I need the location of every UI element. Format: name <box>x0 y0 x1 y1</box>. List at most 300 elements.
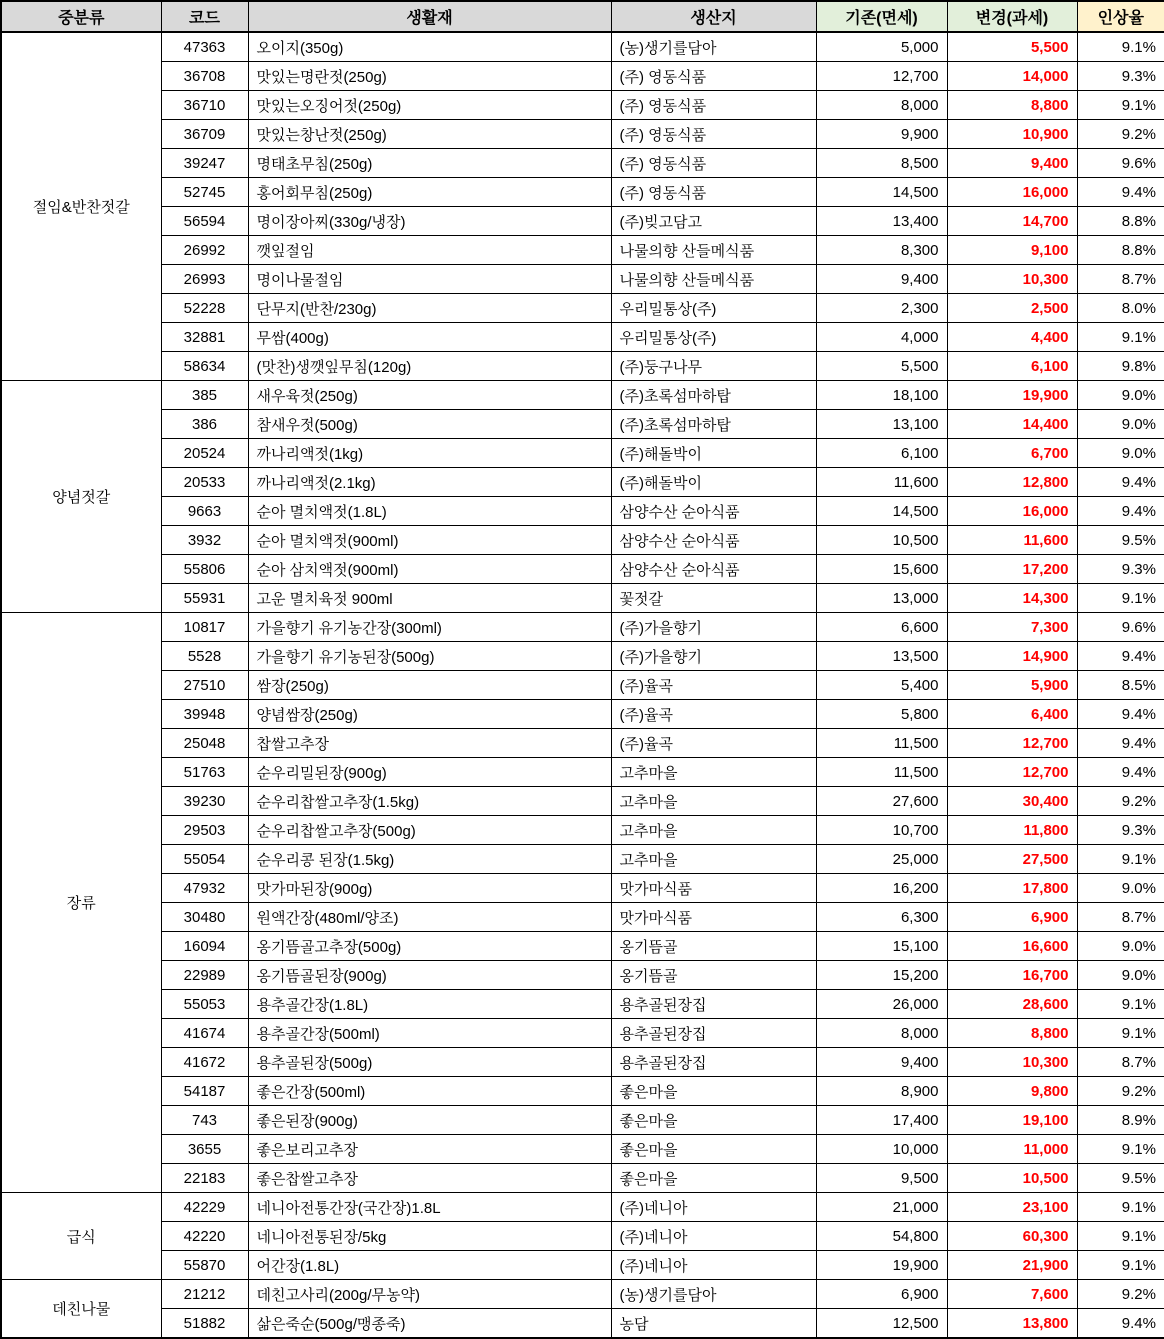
cell-new-price[interactable]: 10,900 <box>947 120 1077 149</box>
cell-old-price[interactable]: 8,300 <box>816 236 947 265</box>
cell-producer[interactable]: (농)생기를담아 <box>611 32 816 62</box>
cell-code[interactable]: 9663 <box>161 497 248 526</box>
cell-product[interactable]: 새우육젓(250g) <box>248 381 611 410</box>
cell-new-price[interactable]: 6,900 <box>947 903 1077 932</box>
cell-product[interactable]: 용추골된장(500g) <box>248 1048 611 1077</box>
cell-new-price[interactable]: 16,000 <box>947 497 1077 526</box>
cell-new-price[interactable]: 23,100 <box>947 1193 1077 1222</box>
header-old-price[interactable]: 기존(면세) <box>816 1 947 32</box>
cell-new-price[interactable]: 5,500 <box>947 32 1077 62</box>
cell-old-price[interactable]: 2,300 <box>816 294 947 323</box>
cell-new-price[interactable]: 6,400 <box>947 700 1077 729</box>
cell-code[interactable]: 30480 <box>161 903 248 932</box>
cell-code[interactable]: 3655 <box>161 1135 248 1164</box>
cell-product[interactable]: 맛가마된장(900g) <box>248 874 611 903</box>
cell-code[interactable]: 52228 <box>161 294 248 323</box>
cell-new-price[interactable]: 7,300 <box>947 613 1077 642</box>
cell-producer[interactable]: 고추마을 <box>611 758 816 787</box>
cell-product[interactable]: 깻잎절임 <box>248 236 611 265</box>
cell-producer[interactable]: 나물의향 산들메식품 <box>611 236 816 265</box>
cell-code[interactable]: 42220 <box>161 1222 248 1251</box>
cell-old-price[interactable]: 8,500 <box>816 149 947 178</box>
cell-new-price[interactable]: 16,000 <box>947 178 1077 207</box>
cell-producer[interactable]: (농)생기를담아 <box>611 1280 816 1309</box>
cell-rate[interactable]: 8.7% <box>1077 265 1164 294</box>
cell-producer[interactable]: 삼양수산 순아식품 <box>611 555 816 584</box>
cell-producer[interactable]: (주)해돌박이 <box>611 468 816 497</box>
cell-old-price[interactable]: 5,400 <box>816 671 947 700</box>
cell-rate[interactable]: 9.4% <box>1077 642 1164 671</box>
cell-code[interactable]: 36709 <box>161 120 248 149</box>
table-row <box>1 613 1164 642</box>
cell-product[interactable]: 명태초무침(250g) <box>248 149 611 178</box>
cell-old-price[interactable]: 11,500 <box>816 729 947 758</box>
cell-rate[interactable]: 9.3% <box>1077 62 1164 91</box>
cell-code[interactable]: 55053 <box>161 990 248 1019</box>
cell-producer[interactable]: (주)빚고담고 <box>611 207 816 236</box>
cell-code[interactable]: 55806 <box>161 555 248 584</box>
cell-new-price[interactable]: 4,400 <box>947 323 1077 352</box>
table-row <box>1 323 1164 352</box>
cell-old-price[interactable]: 8,000 <box>816 1019 947 1048</box>
cell-code[interactable]: 29503 <box>161 816 248 845</box>
header-product[interactable]: 생활재 <box>248 1 611 32</box>
cell-product[interactable]: 명이나물절임 <box>248 265 611 294</box>
cell-rate[interactable]: 9.4% <box>1077 497 1164 526</box>
cell-new-price[interactable]: 14,900 <box>947 642 1077 671</box>
cell-producer[interactable]: (주)둥구나무 <box>611 352 816 381</box>
cell-category[interactable]: 데친나물 <box>1 1280 161 1339</box>
cell-producer[interactable]: 고추마을 <box>611 787 816 816</box>
cell-new-price[interactable]: 7,600 <box>947 1280 1077 1309</box>
cell-product[interactable]: 무쌈(400g) <box>248 323 611 352</box>
cell-code[interactable]: 39247 <box>161 149 248 178</box>
cell-old-price[interactable]: 10,000 <box>816 1135 947 1164</box>
cell-old-price[interactable]: 6,100 <box>816 439 947 468</box>
cell-product[interactable]: 좋은된장(900g) <box>248 1106 611 1135</box>
cell-old-price[interactable]: 4,000 <box>816 323 947 352</box>
cell-old-price[interactable]: 9,400 <box>816 265 947 294</box>
header-category[interactable]: 중분류 <box>1 1 161 32</box>
cell-product[interactable]: 맛있는창난젓(250g) <box>248 120 611 149</box>
cell-product[interactable]: (맛찬)생깻잎무침(120g) <box>248 352 611 381</box>
cell-rate[interactable]: 9.1% <box>1077 1019 1164 1048</box>
cell-new-price[interactable]: 14,400 <box>947 410 1077 439</box>
cell-new-price[interactable]: 12,800 <box>947 468 1077 497</box>
cell-category[interactable]: 급식 <box>1 1193 161 1280</box>
cell-category[interactable]: 양념젓갈 <box>1 381 161 613</box>
cell-producer[interactable]: (주) 영동식품 <box>611 91 816 120</box>
cell-product[interactable]: 옹기뜸골고추장(500g) <box>248 932 611 961</box>
cell-product[interactable]: 맛있는명란젓(250g) <box>248 62 611 91</box>
cell-new-price[interactable]: 28,600 <box>947 990 1077 1019</box>
cell-code[interactable]: 22183 <box>161 1164 248 1193</box>
cell-product[interactable]: 순우리콩 된장(1.5kg) <box>248 845 611 874</box>
cell-code[interactable]: 39230 <box>161 787 248 816</box>
cell-old-price[interactable]: 19,900 <box>816 1251 947 1280</box>
cell-producer[interactable]: 우리밀통상(주) <box>611 323 816 352</box>
cell-product[interactable]: 양념쌈장(250g) <box>248 700 611 729</box>
cell-rate[interactable]: 8.7% <box>1077 1048 1164 1077</box>
cell-product[interactable]: 데친고사리(200g/무농약) <box>248 1280 611 1309</box>
cell-old-price[interactable]: 10,700 <box>816 816 947 845</box>
cell-producer[interactable]: (주)네니아 <box>611 1222 816 1251</box>
cell-rate[interactable]: 9.0% <box>1077 381 1164 410</box>
cell-product[interactable]: 가을향기 유기농된장(500g) <box>248 642 611 671</box>
cell-producer[interactable]: 용추골된장집 <box>611 990 816 1019</box>
cell-rate[interactable]: 8.7% <box>1077 903 1164 932</box>
cell-rate[interactable]: 9.1% <box>1077 1251 1164 1280</box>
cell-new-price[interactable]: 16,600 <box>947 932 1077 961</box>
cell-new-price[interactable]: 11,600 <box>947 526 1077 555</box>
cell-rate[interactable]: 9.6% <box>1077 613 1164 642</box>
header-code[interactable]: 코드 <box>161 1 248 32</box>
cell-old-price[interactable]: 15,600 <box>816 555 947 584</box>
cell-new-price[interactable]: 19,100 <box>947 1106 1077 1135</box>
cell-producer[interactable]: (주) 영동식품 <box>611 149 816 178</box>
cell-new-price[interactable]: 17,200 <box>947 555 1077 584</box>
cell-producer[interactable]: 농담 <box>611 1309 816 1339</box>
cell-producer[interactable]: 고추마을 <box>611 845 816 874</box>
cell-rate[interactable]: 9.1% <box>1077 32 1164 62</box>
cell-code[interactable]: 10817 <box>161 613 248 642</box>
cell-producer[interactable]: 용추골된장집 <box>611 1048 816 1077</box>
cell-code[interactable]: 52745 <box>161 178 248 207</box>
cell-product[interactable]: 원액간장(480ml/양조) <box>248 903 611 932</box>
cell-code[interactable]: 21212 <box>161 1280 248 1309</box>
cell-code[interactable]: 58634 <box>161 352 248 381</box>
cell-new-price[interactable]: 10,500 <box>947 1164 1077 1193</box>
cell-category[interactable]: 절임&반찬젓갈 <box>1 32 161 381</box>
cell-new-price[interactable]: 2,500 <box>947 294 1077 323</box>
cell-product[interactable]: 까나리액젓(1kg) <box>248 439 611 468</box>
cell-old-price[interactable]: 27,600 <box>816 787 947 816</box>
cell-new-price[interactable]: 30,400 <box>947 787 1077 816</box>
cell-code[interactable]: 22989 <box>161 961 248 990</box>
cell-producer[interactable]: (주)해돌박이 <box>611 439 816 468</box>
cell-new-price[interactable]: 13,800 <box>947 1309 1077 1339</box>
cell-new-price[interactable]: 19,900 <box>947 381 1077 410</box>
cell-code[interactable]: 743 <box>161 1106 248 1135</box>
cell-old-price[interactable]: 13,500 <box>816 642 947 671</box>
cell-new-price[interactable]: 10,300 <box>947 1048 1077 1077</box>
cell-rate[interactable]: 9.4% <box>1077 1309 1164 1339</box>
cell-new-price[interactable]: 8,800 <box>947 1019 1077 1048</box>
cell-old-price[interactable]: 17,400 <box>816 1106 947 1135</box>
table-row <box>1 758 1164 787</box>
cell-new-price[interactable]: 8,800 <box>947 91 1077 120</box>
cell-old-price[interactable]: 9,500 <box>816 1164 947 1193</box>
cell-new-price[interactable]: 11,000 <box>947 1135 1077 1164</box>
cell-producer[interactable]: 우리밀통상(주) <box>611 294 816 323</box>
table-row <box>1 236 1164 265</box>
cell-code[interactable]: 32881 <box>161 323 248 352</box>
cell-code[interactable]: 51763 <box>161 758 248 787</box>
header-new-price[interactable]: 변경(과세) <box>947 1 1077 32</box>
cell-code[interactable]: 55870 <box>161 1251 248 1280</box>
table-row <box>1 352 1164 381</box>
cell-old-price[interactable]: 15,100 <box>816 932 947 961</box>
cell-product[interactable]: 쌈장(250g) <box>248 671 611 700</box>
cell-rate[interactable]: 9.5% <box>1077 1164 1164 1193</box>
header-row <box>1 1 1164 32</box>
cell-old-price[interactable]: 10,500 <box>816 526 947 555</box>
cell-new-price[interactable]: 60,300 <box>947 1222 1077 1251</box>
table-row <box>1 1164 1164 1193</box>
table-row <box>1 671 1164 700</box>
cell-producer[interactable]: (주)가을향기 <box>611 642 816 671</box>
cell-old-price[interactable]: 21,000 <box>816 1193 947 1222</box>
cell-old-price[interactable]: 12,700 <box>816 62 947 91</box>
cell-rate[interactable]: 9.0% <box>1077 932 1164 961</box>
cell-producer[interactable]: 용추골된장집 <box>611 1019 816 1048</box>
cell-producer[interactable]: 좋은마을 <box>611 1106 816 1135</box>
cell-producer[interactable]: (주)율곡 <box>611 729 816 758</box>
cell-rate[interactable]: 9.1% <box>1077 845 1164 874</box>
cell-product[interactable]: 단무지(반찬/230g) <box>248 294 611 323</box>
cell-product[interactable]: 가을향기 유기농간장(300ml) <box>248 613 611 642</box>
cell-product[interactable]: 네니아전통된장/5kg <box>248 1222 611 1251</box>
cell-rate[interactable]: 9.1% <box>1077 584 1164 613</box>
cell-code[interactable]: 26992 <box>161 236 248 265</box>
cell-code[interactable]: 26993 <box>161 265 248 294</box>
cell-product[interactable]: 네니아전통간장(국간장)1.8L <box>248 1193 611 1222</box>
cell-product[interactable]: 맛있는오징어젓(250g) <box>248 91 611 120</box>
cell-code[interactable]: 47932 <box>161 874 248 903</box>
table-row <box>1 62 1164 91</box>
cell-rate[interactable]: 9.1% <box>1077 1193 1164 1222</box>
cell-rate[interactable]: 9.5% <box>1077 526 1164 555</box>
cell-old-price[interactable]: 18,100 <box>816 381 947 410</box>
cell-old-price[interactable]: 13,400 <box>816 207 947 236</box>
cell-old-price[interactable]: 8,900 <box>816 1077 947 1106</box>
cell-producer[interactable]: 좋은마을 <box>611 1164 816 1193</box>
table-row <box>1 961 1164 990</box>
cell-product[interactable]: 순아 멸치액젓(900ml) <box>248 526 611 555</box>
cell-new-price[interactable]: 17,800 <box>947 874 1077 903</box>
cell-product[interactable]: 참새우젓(500g) <box>248 410 611 439</box>
cell-new-price[interactable]: 16,700 <box>947 961 1077 990</box>
cell-code[interactable]: 386 <box>161 410 248 439</box>
cell-code[interactable]: 42229 <box>161 1193 248 1222</box>
cell-producer[interactable]: 나물의향 산들메식품 <box>611 265 816 294</box>
cell-code[interactable]: 25048 <box>161 729 248 758</box>
cell-code[interactable]: 54187 <box>161 1077 248 1106</box>
table-row <box>1 149 1164 178</box>
header-producer[interactable]: 생산지 <box>611 1 816 32</box>
cell-code[interactable]: 36710 <box>161 91 248 120</box>
cell-product[interactable]: 고운 멸치육젓 900ml <box>248 584 611 613</box>
cell-product[interactable]: 찹쌀고추장 <box>248 729 611 758</box>
cell-old-price[interactable]: 5,000 <box>816 32 947 62</box>
cell-product[interactable]: 용추골간장(500ml) <box>248 1019 611 1048</box>
table-row <box>1 700 1164 729</box>
cell-new-price[interactable]: 14,700 <box>947 207 1077 236</box>
cell-code[interactable]: 20533 <box>161 468 248 497</box>
cell-code[interactable]: 47363 <box>161 32 248 62</box>
cell-code[interactable]: 56594 <box>161 207 248 236</box>
cell-old-price[interactable]: 9,400 <box>816 1048 947 1077</box>
cell-producer[interactable]: (주)초록섬마하탑 <box>611 410 816 439</box>
cell-producer[interactable]: (주)네니아 <box>611 1251 816 1280</box>
cell-product[interactable]: 오이지(350g) <box>248 32 611 62</box>
cell-rate[interactable]: 8.8% <box>1077 207 1164 236</box>
cell-code[interactable]: 16094 <box>161 932 248 961</box>
cell-product[interactable]: 순아 삼치액젓(900ml) <box>248 555 611 584</box>
cell-rate[interactable]: 9.0% <box>1077 410 1164 439</box>
cell-old-price[interactable]: 5,800 <box>816 700 947 729</box>
cell-rate[interactable]: 9.0% <box>1077 439 1164 468</box>
cell-old-price[interactable]: 54,800 <box>816 1222 947 1251</box>
cell-code[interactable]: 55931 <box>161 584 248 613</box>
cell-producer[interactable]: 옹기뜸골 <box>611 961 816 990</box>
cell-product[interactable]: 홍어회무침(250g) <box>248 178 611 207</box>
cell-producer[interactable]: 좋은마을 <box>611 1135 816 1164</box>
cell-new-price[interactable]: 9,100 <box>947 236 1077 265</box>
cell-producer[interactable]: 좋은마을 <box>611 1077 816 1106</box>
cell-rate[interactable]: 9.8% <box>1077 352 1164 381</box>
cell-rate[interactable]: 9.4% <box>1077 758 1164 787</box>
cell-producer[interactable]: 맛가마식품 <box>611 903 816 932</box>
cell-code[interactable]: 385 <box>161 381 248 410</box>
cell-rate[interactable]: 8.8% <box>1077 236 1164 265</box>
cell-old-price[interactable]: 25,000 <box>816 845 947 874</box>
table-row <box>1 439 1164 468</box>
cell-producer[interactable]: 옹기뜸골 <box>611 932 816 961</box>
cell-producer[interactable]: 삼양수산 순아식품 <box>611 526 816 555</box>
cell-old-price[interactable]: 12,500 <box>816 1309 947 1339</box>
cell-product[interactable]: 순우리밀된장(900g) <box>248 758 611 787</box>
cell-rate[interactable]: 9.1% <box>1077 1135 1164 1164</box>
cell-new-price[interactable]: 6,700 <box>947 439 1077 468</box>
cell-product[interactable]: 어간장(1.8L) <box>248 1251 611 1280</box>
cell-product[interactable]: 좋은찹쌀고추장 <box>248 1164 611 1193</box>
cell-rate[interactable]: 9.3% <box>1077 816 1164 845</box>
cell-producer[interactable]: (주)네니아 <box>611 1193 816 1222</box>
cell-new-price[interactable]: 10,300 <box>947 265 1077 294</box>
cell-new-price[interactable]: 14,000 <box>947 62 1077 91</box>
cell-old-price[interactable]: 26,000 <box>816 990 947 1019</box>
cell-old-price[interactable]: 8,000 <box>816 91 947 120</box>
cell-rate[interactable]: 9.1% <box>1077 323 1164 352</box>
cell-code[interactable]: 36708 <box>161 62 248 91</box>
cell-rate[interactable]: 9.3% <box>1077 555 1164 584</box>
cell-old-price[interactable]: 11,500 <box>816 758 947 787</box>
cell-category[interactable]: 장류 <box>1 613 161 1193</box>
cell-rate[interactable]: 9.1% <box>1077 990 1164 1019</box>
cell-rate[interactable]: 9.2% <box>1077 1077 1164 1106</box>
cell-new-price[interactable]: 5,900 <box>947 671 1077 700</box>
cell-producer[interactable]: (주) 영동식품 <box>611 120 816 149</box>
cell-rate[interactable]: 8.9% <box>1077 1106 1164 1135</box>
cell-producer[interactable]: (주)율곡 <box>611 700 816 729</box>
cell-producer[interactable]: (주)초록섬마하탑 <box>611 381 816 410</box>
cell-product[interactable]: 옹기뜸골된장(900g) <box>248 961 611 990</box>
table-row <box>1 294 1164 323</box>
cell-product[interactable]: 순아 멸치액젓(1.8L) <box>248 497 611 526</box>
cell-code[interactable]: 3932 <box>161 526 248 555</box>
cell-producer[interactable]: (주) 영동식품 <box>611 62 816 91</box>
cell-rate[interactable]: 9.4% <box>1077 468 1164 497</box>
cell-new-price[interactable]: 11,800 <box>947 816 1077 845</box>
cell-old-price[interactable]: 5,500 <box>816 352 947 381</box>
cell-code[interactable]: 27510 <box>161 671 248 700</box>
cell-new-price[interactable]: 14,300 <box>947 584 1077 613</box>
cell-old-price[interactable]: 11,600 <box>816 468 947 497</box>
cell-old-price[interactable]: 16,200 <box>816 874 947 903</box>
price-table-body <box>1 32 1164 1338</box>
cell-old-price[interactable]: 13,100 <box>816 410 947 439</box>
cell-code[interactable]: 41674 <box>161 1019 248 1048</box>
cell-producer[interactable]: (주)가을향기 <box>611 613 816 642</box>
cell-rate[interactable]: 9.4% <box>1077 700 1164 729</box>
cell-old-price[interactable]: 15,200 <box>816 961 947 990</box>
cell-rate[interactable]: 9.0% <box>1077 874 1164 903</box>
cell-code[interactable]: 20524 <box>161 439 248 468</box>
cell-code[interactable]: 5528 <box>161 642 248 671</box>
cell-product[interactable]: 삶은죽순(500g/맹종죽) <box>248 1309 611 1339</box>
cell-code[interactable]: 51882 <box>161 1309 248 1339</box>
cell-product[interactable]: 좋은보리고추장 <box>248 1135 611 1164</box>
table-row <box>1 120 1164 149</box>
cell-old-price[interactable]: 9,900 <box>816 120 947 149</box>
cell-product[interactable]: 용추골간장(1.8L) <box>248 990 611 1019</box>
cell-rate[interactable]: 9.1% <box>1077 91 1164 120</box>
cell-rate[interactable]: 9.0% <box>1077 961 1164 990</box>
cell-new-price[interactable]: 9,800 <box>947 1077 1077 1106</box>
cell-new-price[interactable]: 12,700 <box>947 758 1077 787</box>
cell-old-price[interactable]: 6,300 <box>816 903 947 932</box>
cell-new-price[interactable]: 9,400 <box>947 149 1077 178</box>
cell-old-price[interactable]: 6,900 <box>816 1280 947 1309</box>
cell-producer[interactable]: 고추마을 <box>611 816 816 845</box>
cell-producer[interactable]: 삼양수산 순아식품 <box>611 497 816 526</box>
cell-rate[interactable]: 9.4% <box>1077 729 1164 758</box>
cell-rate[interactable]: 9.2% <box>1077 120 1164 149</box>
cell-product[interactable]: 까나리액젓(2.1kg) <box>248 468 611 497</box>
cell-rate[interactable]: 9.1% <box>1077 1222 1164 1251</box>
cell-old-price[interactable]: 13,000 <box>816 584 947 613</box>
cell-new-price[interactable]: 27,500 <box>947 845 1077 874</box>
cell-product[interactable]: 명이장아찌(330g/냉장) <box>248 207 611 236</box>
table-row <box>1 381 1164 410</box>
cell-rate[interactable]: 9.2% <box>1077 787 1164 816</box>
cell-product[interactable]: 좋은간장(500ml) <box>248 1077 611 1106</box>
cell-producer[interactable]: 맛가마식품 <box>611 874 816 903</box>
cell-old-price[interactable]: 6,600 <box>816 613 947 642</box>
cell-rate[interactable]: 9.6% <box>1077 149 1164 178</box>
cell-producer[interactable]: (주) 영동식품 <box>611 178 816 207</box>
cell-producer[interactable]: (주)율곡 <box>611 671 816 700</box>
cell-old-price[interactable]: 14,500 <box>816 497 947 526</box>
table-row <box>1 584 1164 613</box>
cell-code[interactable]: 39948 <box>161 700 248 729</box>
cell-new-price[interactable]: 21,900 <box>947 1251 1077 1280</box>
cell-rate[interactable]: 9.4% <box>1077 178 1164 207</box>
cell-product[interactable]: 순우리찹쌀고추장(500g) <box>248 816 611 845</box>
header-rate[interactable]: 인상율 <box>1077 1 1164 32</box>
cell-old-price[interactable]: 14,500 <box>816 178 947 207</box>
cell-new-price[interactable]: 6,100 <box>947 352 1077 381</box>
cell-code[interactable]: 55054 <box>161 845 248 874</box>
cell-rate[interactable]: 8.5% <box>1077 671 1164 700</box>
cell-producer[interactable]: 꽃젓갈 <box>611 584 816 613</box>
cell-new-price[interactable]: 12,700 <box>947 729 1077 758</box>
cell-code[interactable]: 41672 <box>161 1048 248 1077</box>
cell-rate[interactable]: 9.2% <box>1077 1280 1164 1309</box>
cell-product[interactable]: 순우리찹쌀고추장(1.5kg) <box>248 787 611 816</box>
cell-rate[interactable]: 8.0% <box>1077 294 1164 323</box>
